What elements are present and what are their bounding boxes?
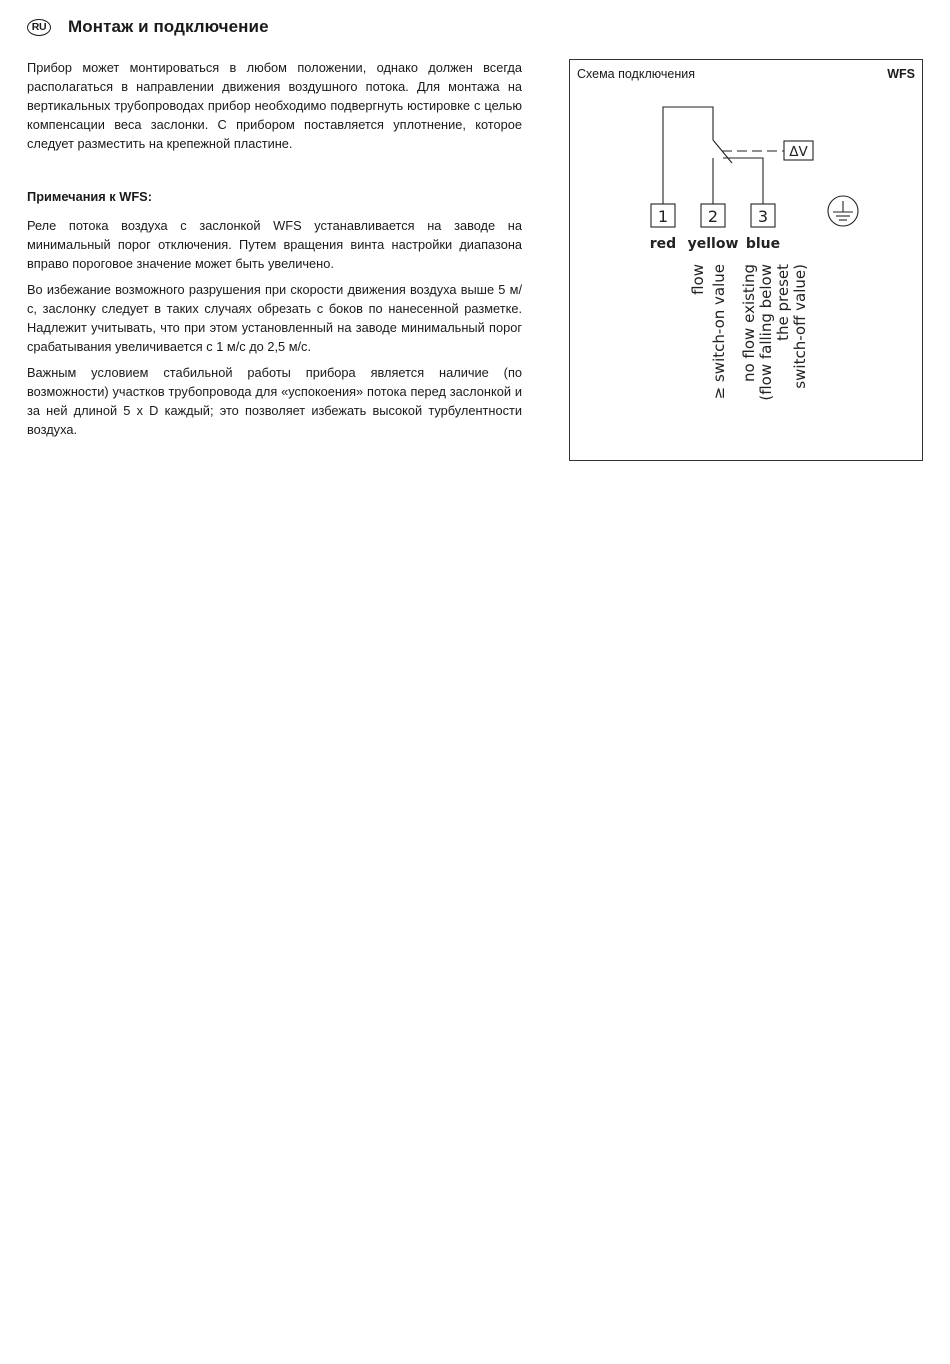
note-paragraph-2: Во избежание возможного разрушения при скорости движения воздуха выше 5 м/с, заслонку следует в таких случаях обрезать с боков по нанесенной разметке. Надлежит учитывать, что при этом установленный на заводе минимальный порог срабатывания увеличивается с 1 м/с до 2,5 м/с. xyxy=(27,282,522,354)
wire-terminal-3 xyxy=(723,158,763,204)
state-flow-text xyxy=(689,264,728,399)
intro-paragraph: Прибор может монтироваться в любом положении, однако должен всегда располагаться в направлении движения воздушного потока. Для монтажа на вертикальных трубопроводах прибор необходимо подвергнуть юстировке с целью компенсации веса заслонки. С прибором поставляется уплотнение, которое следует разместить на крепежной пластине. xyxy=(27,60,522,151)
state-flow-line-1: flow xyxy=(689,264,707,295)
state-no-flow-line-4: switch-off value) xyxy=(791,264,809,389)
state-flow-line-2: ≥ switch-on value xyxy=(710,264,728,400)
text-column xyxy=(27,58,522,446)
note-paragraph-1: Реле потока воздуха с заслонкой WFS устанавливается на заводе на минимальный порог отключения. Путем вращения винта настройки диапазона вправо пороговое значение может быть увеличено. xyxy=(27,218,522,271)
state-no-flow-text xyxy=(740,264,809,401)
diagram-model-label: WFS xyxy=(887,67,915,81)
diagram-title: Схема подключения xyxy=(577,67,695,81)
note-paragraph-3: Важным условием стабильной работы прибора является наличие (по возможности) участков трубопровода для «успокоения» потока перед заслонкой и за ней длиной 5 x D каждый; это позволяет избежать высокой турбулентности воздуха. xyxy=(27,365,522,437)
terminal-3 xyxy=(751,204,775,227)
terminal-2 xyxy=(701,204,725,227)
wire-color-yellow: yellow xyxy=(687,236,739,252)
terminal-1 xyxy=(651,204,675,227)
page-header xyxy=(27,14,269,40)
wire-common xyxy=(663,107,713,204)
terminal-3-number: 3 xyxy=(757,207,769,226)
wire-color-red: red xyxy=(649,236,677,252)
ground-icon xyxy=(828,196,858,226)
wiring-schematic xyxy=(570,60,924,462)
terminal-1-number: 1 xyxy=(657,207,669,226)
state-no-flow-line-1: no flow existing xyxy=(740,264,758,383)
language-badge: RU xyxy=(27,19,51,36)
page-title: Монтаж и подключение xyxy=(68,17,269,36)
notes-heading: Примечания к WFS: xyxy=(27,189,152,204)
wiring-diagram-panel xyxy=(569,59,923,461)
dv-label: ΔV xyxy=(789,144,808,160)
terminal-2-number: 2 xyxy=(707,207,719,226)
wire-color-blue: blue xyxy=(745,236,781,252)
state-no-flow-line-2: (flow falling below xyxy=(757,264,775,401)
wires xyxy=(663,107,784,204)
state-no-flow-line-3: the preset xyxy=(774,264,792,341)
